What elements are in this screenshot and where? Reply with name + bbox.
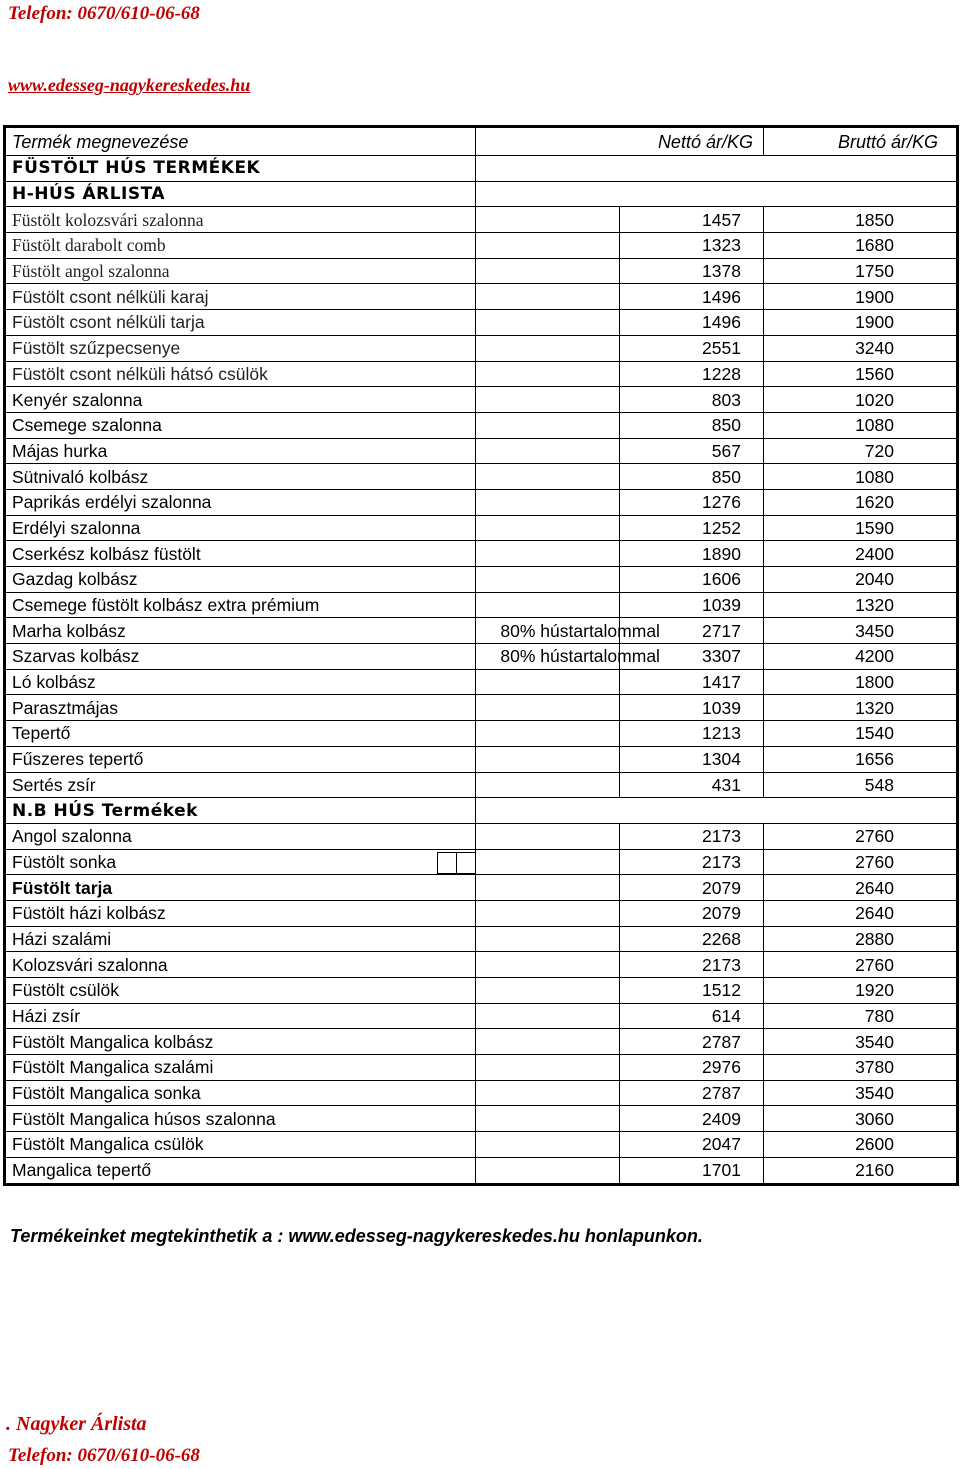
product-name: Sertés zsír bbox=[5, 772, 476, 798]
product-name: Kolozsvári szalonna bbox=[5, 952, 476, 978]
product-note bbox=[476, 207, 620, 233]
gross-price: 1020 bbox=[763, 387, 957, 413]
product-note bbox=[476, 849, 620, 875]
product-name: Cserkész kolbász füstölt bbox=[5, 541, 476, 567]
gross-price: 1320 bbox=[763, 592, 957, 618]
table-row bbox=[5, 746, 958, 772]
product-name: Kenyér szalonna bbox=[5, 387, 476, 413]
product-name: Füstölt csont nélküli tarja bbox=[5, 310, 476, 336]
table-row bbox=[5, 849, 958, 875]
table-row bbox=[5, 541, 958, 567]
product-note bbox=[476, 335, 620, 361]
product-name: Tepertő bbox=[5, 721, 476, 747]
footer-phone: Telefon: 0670/610-06-68 bbox=[8, 1445, 200, 1466]
price-table bbox=[3, 125, 959, 1186]
checkbox-marks bbox=[437, 851, 475, 874]
table-row bbox=[5, 1055, 958, 1081]
gross-price: 1850 bbox=[763, 207, 957, 233]
net-price: 1228 bbox=[620, 361, 764, 387]
gross-price: 3780 bbox=[763, 1055, 957, 1081]
table-row bbox=[5, 1106, 958, 1132]
table-row bbox=[5, 1157, 958, 1184]
header-phone: Telefon: 0670/610-06-68 bbox=[8, 3, 200, 24]
product-name: Mangalica tepertő bbox=[5, 1157, 476, 1184]
net-price: 1039 bbox=[620, 592, 764, 618]
net-price: 567 bbox=[620, 438, 764, 464]
gross-price: 2760 bbox=[763, 952, 957, 978]
product-note bbox=[476, 387, 620, 413]
section-subtitle: H-HÚS ÁRLISTA bbox=[5, 181, 476, 207]
product-note bbox=[476, 567, 620, 593]
gross-price: 1656 bbox=[763, 746, 957, 772]
product-name: Fűszeres tepertő bbox=[5, 746, 476, 772]
net-price: 2976 bbox=[620, 1055, 764, 1081]
product-name: Házi zsír bbox=[5, 1003, 476, 1029]
net-price: 1701 bbox=[620, 1157, 764, 1184]
product-note bbox=[476, 310, 620, 336]
product-note: 80% hústartalommal bbox=[476, 644, 620, 670]
product-note bbox=[476, 952, 620, 978]
product-name: Gazdag kolbász bbox=[5, 567, 476, 593]
net-price: 1457 bbox=[620, 207, 764, 233]
product-name: Füstölt Mangalica csülök bbox=[5, 1132, 476, 1158]
table-row bbox=[5, 1080, 958, 1106]
table-row bbox=[5, 361, 958, 387]
product-name: Házi szalámi bbox=[5, 926, 476, 952]
product-note bbox=[476, 412, 620, 438]
gross-price: 3240 bbox=[763, 335, 957, 361]
product-note bbox=[476, 1003, 620, 1029]
net-price: 1304 bbox=[620, 746, 764, 772]
product-name: Füstölt házi kolbász bbox=[5, 900, 476, 926]
gross-price: 1590 bbox=[763, 515, 957, 541]
product-name: Füstölt csont nélküli karaj bbox=[5, 284, 476, 310]
gross-price: 1540 bbox=[763, 721, 957, 747]
net-price: 1890 bbox=[620, 541, 764, 567]
gross-price: 2160 bbox=[763, 1157, 957, 1184]
net-price: 1378 bbox=[620, 258, 764, 284]
product-name: Angol szalonna bbox=[5, 823, 476, 849]
gross-price: 1900 bbox=[763, 284, 957, 310]
gross-price: 1080 bbox=[763, 464, 957, 490]
net-price: 1512 bbox=[620, 978, 764, 1004]
gross-price: 3450 bbox=[763, 618, 957, 644]
net-price: 1496 bbox=[620, 310, 764, 336]
product-name: Füstölt darabolt comb bbox=[5, 233, 476, 259]
net-price: 2787 bbox=[620, 1080, 764, 1106]
product-note bbox=[476, 464, 620, 490]
product-note bbox=[476, 489, 620, 515]
product-name: Füstölt Mangalica kolbász bbox=[5, 1029, 476, 1055]
gross-price: 1560 bbox=[763, 361, 957, 387]
footer-note: Termékeinket megtekinthetik a : www.edesseg-nagykereskedes.hu honlapunkon. bbox=[10, 1226, 703, 1246]
gross-price: 548 bbox=[763, 772, 957, 798]
table-row bbox=[5, 207, 958, 233]
table-row bbox=[5, 1132, 958, 1158]
net-price: 1276 bbox=[620, 489, 764, 515]
net-price: 1496 bbox=[620, 284, 764, 310]
product-name: Májas hurka bbox=[5, 438, 476, 464]
table-row bbox=[5, 387, 958, 413]
product-name: Szarvas kolbász bbox=[5, 644, 476, 670]
product-name: Csemege füstölt kolbász extra prémium bbox=[5, 592, 476, 618]
gross-price: 3540 bbox=[763, 1080, 957, 1106]
net-price: 1323 bbox=[620, 233, 764, 259]
net-price: 850 bbox=[620, 412, 764, 438]
gross-price: 3540 bbox=[763, 1029, 957, 1055]
col-gross-header: Bruttó ár/KG bbox=[763, 127, 957, 156]
table-row bbox=[5, 284, 958, 310]
net-price: 1039 bbox=[620, 695, 764, 721]
net-price: 2079 bbox=[620, 900, 764, 926]
gross-price: 1800 bbox=[763, 669, 957, 695]
header-website-link[interactable]: www.edesseg-nagykereskedes.hu bbox=[8, 75, 251, 95]
gross-price: 2760 bbox=[763, 823, 957, 849]
table-row bbox=[5, 900, 958, 926]
net-price: 2173 bbox=[620, 952, 764, 978]
net-price: 1213 bbox=[620, 721, 764, 747]
net-price: 850 bbox=[620, 464, 764, 490]
net-price: 1606 bbox=[620, 567, 764, 593]
gross-price: 1620 bbox=[763, 489, 957, 515]
section-title-row bbox=[5, 156, 958, 182]
table-row bbox=[5, 233, 958, 259]
table-row bbox=[5, 412, 958, 438]
table-row bbox=[5, 721, 958, 747]
net-price: 614 bbox=[620, 1003, 764, 1029]
product-note bbox=[476, 926, 620, 952]
gross-price: 2040 bbox=[763, 567, 957, 593]
net-price: 2787 bbox=[620, 1029, 764, 1055]
product-name: Füstölt tarja bbox=[5, 875, 476, 901]
net-price: 431 bbox=[620, 772, 764, 798]
product-name: Sütnivaló kolbász bbox=[5, 464, 476, 490]
table-row bbox=[5, 978, 958, 1004]
product-name bbox=[5, 849, 476, 875]
product-note bbox=[476, 900, 620, 926]
gross-price: 2400 bbox=[763, 541, 957, 567]
net-price: 2173 bbox=[620, 849, 764, 875]
product-note bbox=[476, 772, 620, 798]
footer-title: . Nagyker Árlista bbox=[6, 1413, 147, 1435]
product-name: Füstölt szűzpecsenye bbox=[5, 335, 476, 361]
table-row bbox=[5, 669, 958, 695]
net-price: 2268 bbox=[620, 926, 764, 952]
table-row bbox=[5, 952, 958, 978]
gross-price: 4200 bbox=[763, 644, 957, 670]
product-note bbox=[476, 746, 620, 772]
product-note bbox=[476, 1157, 620, 1184]
gross-price: 1920 bbox=[763, 978, 957, 1004]
col-net-header: Nettó ár/KG bbox=[476, 127, 764, 156]
product-note bbox=[476, 875, 620, 901]
net-price: 2079 bbox=[620, 875, 764, 901]
gross-price: 1750 bbox=[763, 258, 957, 284]
table-row bbox=[5, 310, 958, 336]
table-row bbox=[5, 515, 958, 541]
table-header-row bbox=[5, 127, 958, 156]
gross-price: 780 bbox=[763, 1003, 957, 1029]
net-price: 3307 bbox=[620, 644, 764, 670]
product-note bbox=[476, 258, 620, 284]
product-note: 80% hústartalommal bbox=[476, 618, 620, 644]
product-note bbox=[476, 1055, 620, 1081]
table-row bbox=[5, 592, 958, 618]
net-price: 803 bbox=[620, 387, 764, 413]
table-row bbox=[5, 438, 958, 464]
table-row bbox=[5, 464, 958, 490]
product-note bbox=[476, 515, 620, 541]
gross-price: 720 bbox=[763, 438, 957, 464]
product-name: Ló kolbász bbox=[5, 669, 476, 695]
product-name: Parasztmájas bbox=[5, 695, 476, 721]
table-row bbox=[5, 875, 958, 901]
product-note bbox=[476, 1080, 620, 1106]
product-note bbox=[476, 233, 620, 259]
net-price: 1417 bbox=[620, 669, 764, 695]
table-row bbox=[5, 258, 958, 284]
product-name: Füstölt kolozsvári szalonna bbox=[5, 207, 476, 233]
gross-price: 2760 bbox=[763, 849, 957, 875]
gross-price: 3060 bbox=[763, 1106, 957, 1132]
product-name: Füstölt Mangalica szalámi bbox=[5, 1055, 476, 1081]
product-note bbox=[476, 978, 620, 1004]
product-name: Füstölt csont nélküli hátsó csülök bbox=[5, 361, 476, 387]
section-subtitle-row bbox=[5, 181, 958, 207]
gross-price: 2880 bbox=[763, 926, 957, 952]
gross-price: 2600 bbox=[763, 1132, 957, 1158]
table-row bbox=[5, 618, 958, 644]
product-name: Marha kolbász bbox=[5, 618, 476, 644]
product-name-text: Füstölt sonka bbox=[12, 851, 117, 872]
table-row bbox=[5, 1003, 958, 1029]
product-name: Paprikás erdélyi szalonna bbox=[5, 489, 476, 515]
table-row bbox=[5, 1029, 958, 1055]
gross-price: 1900 bbox=[763, 310, 957, 336]
product-name: Füstölt angol szalonna bbox=[5, 258, 476, 284]
table-row bbox=[5, 695, 958, 721]
product-note bbox=[476, 361, 620, 387]
table-row bbox=[5, 926, 958, 952]
net-price: 2409 bbox=[620, 1106, 764, 1132]
section2-title-row bbox=[5, 798, 958, 824]
net-price: 1252 bbox=[620, 515, 764, 541]
product-note bbox=[476, 592, 620, 618]
table-row bbox=[5, 567, 958, 593]
table-row bbox=[5, 772, 958, 798]
product-note bbox=[476, 695, 620, 721]
gross-price: 1320 bbox=[763, 695, 957, 721]
product-name: Füstölt Mangalica húsos szalonna bbox=[5, 1106, 476, 1132]
product-note bbox=[476, 1106, 620, 1132]
product-note bbox=[476, 284, 620, 310]
table-row bbox=[5, 823, 958, 849]
gross-price: 1080 bbox=[763, 412, 957, 438]
product-note bbox=[476, 541, 620, 567]
gross-price: 2640 bbox=[763, 900, 957, 926]
net-price: 2717 bbox=[620, 618, 764, 644]
net-price: 2047 bbox=[620, 1132, 764, 1158]
gross-price: 2640 bbox=[763, 875, 957, 901]
table-row bbox=[5, 644, 958, 670]
gross-price: 1680 bbox=[763, 233, 957, 259]
table-row bbox=[5, 335, 958, 361]
product-name: Erdélyi szalonna bbox=[5, 515, 476, 541]
product-note bbox=[476, 669, 620, 695]
product-note bbox=[476, 438, 620, 464]
net-price: 2551 bbox=[620, 335, 764, 361]
product-name: Füstölt csülök bbox=[5, 978, 476, 1004]
product-note bbox=[476, 1132, 620, 1158]
product-note bbox=[476, 721, 620, 747]
section-title: FÜSTÖLT HÚS TERMÉKEK bbox=[5, 156, 476, 182]
net-price: 2173 bbox=[620, 823, 764, 849]
empty-cell bbox=[476, 798, 958, 824]
table-row bbox=[5, 489, 958, 515]
product-name: Csemege szalonna bbox=[5, 412, 476, 438]
product-note bbox=[476, 823, 620, 849]
product-note bbox=[476, 1029, 620, 1055]
col-product-header: Termék megnevezése bbox=[5, 127, 476, 156]
section2-title: N.B HÚS Termékek bbox=[5, 798, 476, 824]
product-name: Füstölt Mangalica sonka bbox=[5, 1080, 476, 1106]
